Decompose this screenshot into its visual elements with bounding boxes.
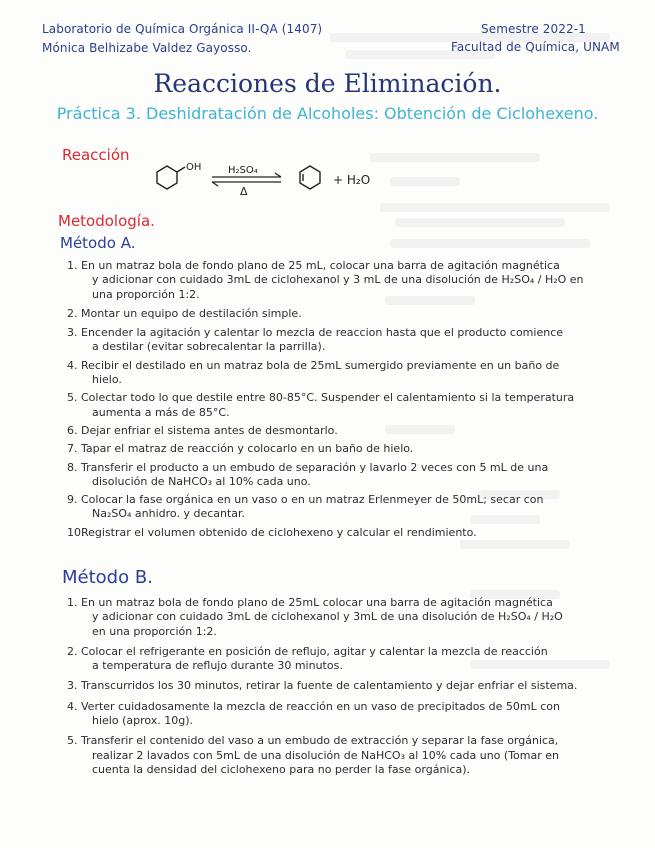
procedure-step — [67, 326, 637, 355]
procedure-step — [67, 526, 637, 540]
step-text-line: En un matraz bola de fondo plano de 25 mL, colocar una barra de agitación magnética — [81, 259, 560, 272]
step-text — [81, 461, 637, 490]
page-title: Reacciones de Eliminación. — [153, 69, 502, 98]
step-text-line: y adicionar con cuidado 3mL de ciclohexanol y 3mL de una disolución de H₂SO₄ / H₂O — [92, 610, 563, 624]
procedure-step — [67, 359, 637, 388]
step-text — [81, 359, 637, 388]
step-text-line: en una proporción 1:2. — [92, 624, 217, 638]
procedure-step — [67, 493, 637, 522]
step-number: 2. — [67, 644, 78, 658]
step-number: 8. — [67, 460, 78, 474]
step-number: 2. — [67, 306, 78, 320]
procedure-step — [67, 679, 637, 693]
step-text — [81, 700, 637, 729]
step-number: 7. — [67, 442, 78, 456]
reaction-heading: Reacción — [62, 146, 130, 164]
step-number: 4. — [67, 699, 78, 713]
procedure-step — [67, 424, 637, 438]
step-number: 1. — [67, 259, 78, 272]
oh-label: OH — [186, 162, 202, 173]
catalyst-label: H₂SO₄ — [228, 165, 258, 176]
step-text-line: hielo. — [92, 373, 122, 387]
course-name: Laboratorio de Química Orgánica II-QA (1407) — [42, 22, 323, 36]
step-number: 5. — [67, 734, 78, 748]
procedure-step — [67, 461, 637, 490]
step-text — [81, 526, 637, 540]
step-text-line: Colocar el refrigerante en posición de reflujo, agitar y calentar la mezcla de reacción — [81, 644, 548, 658]
step-number: 1. — [67, 596, 78, 609]
step-text — [81, 679, 637, 693]
step-text-line: Transferir el contenido del vaso a un embudo de extracción y separar la fase orgánica, — [81, 734, 559, 748]
water-byproduct: + H₂O — [333, 173, 371, 187]
step-number: 3. — [67, 326, 78, 340]
procedure-step — [67, 645, 637, 674]
step-text-line: hielo (aprox. 10g). — [92, 714, 194, 728]
step-number: 3. — [67, 679, 78, 693]
method-a-heading: Método A. — [60, 234, 136, 252]
procedure-step — [67, 596, 637, 639]
step-text-line: Colectar todo lo que destile entre 80-85°C. Suspender el calentamiento si la temperatura — [81, 391, 575, 405]
step-text-line: Transcurridos los 30 minutos, retirar la fuente de calentamiento y dejar enfriar el sistema. — [81, 679, 578, 693]
step-text-line: a destilar (evitar sobrecalentar la parrilla). — [92, 340, 326, 354]
step-text-line: En un matraz bola de fondo plano de 25mL colocar una barra de agitación magnética — [81, 596, 553, 609]
step-text — [81, 326, 637, 355]
step-number: 9. — [67, 493, 78, 507]
semester: Semestre 2022-1 — [481, 22, 586, 36]
step-text — [81, 596, 637, 639]
step-text-line: Verter cuidadosamente la mezcla de reacción en un vaso de precipitados de 50mL con — [81, 699, 560, 713]
student-name: Mónica Belhizabe Valdez Gayosso. — [42, 41, 252, 55]
step-text-line: realizar 2 lavados con 5mL de una disolución de NaHCO₃ al 10% cada uno (Tomar en — [92, 748, 559, 762]
step-text-line: Encender la agitación y calentar lo mezcla de reaccion hasta que el producto comience — [81, 326, 564, 340]
method-b-steps — [67, 596, 637, 777]
step-text — [81, 424, 637, 438]
step-text-line: aumenta a más de 85°C. — [92, 405, 230, 419]
step-text-line: cuenta la densidad del ciclohexeno para no perder la fase orgánica). — [92, 762, 471, 776]
step-text-line: Registrar el volumen obtenido de ciclohexeno y calcular el rendimiento. — [81, 525, 477, 539]
step-text — [81, 307, 637, 321]
step-text-line: Dejar enfriar el sistema antes de desmontarlo. — [81, 423, 338, 437]
step-number: 4. — [67, 358, 78, 372]
procedure-step — [67, 307, 637, 321]
step-text — [81, 259, 637, 302]
step-number: 10. — [67, 525, 85, 539]
faculty: Facultad de Química, UNAM — [451, 40, 620, 54]
step-number: 5. — [67, 391, 78, 405]
methodology-heading: Metodología. — [58, 212, 155, 230]
step-text — [81, 442, 637, 456]
step-text-line: Tapar el matraz de reacción y colocarlo en un baño de hielo. — [81, 442, 414, 456]
procedure-step — [67, 700, 637, 729]
step-text-line: y adicionar con cuidado 3mL de ciclohexanol y 3 mL de una disolución de H₂SO₄ / H₂O en — [92, 273, 584, 287]
step-text-line: Na₂SO₄ anhidro. y decantar. — [92, 507, 246, 521]
cyclohexanol-structure — [157, 166, 185, 189]
heat-symbol: Δ — [240, 185, 248, 198]
procedure-step — [67, 259, 637, 302]
step-text-line: Transferir el producto a un embudo de separación y lavarlo 2 veces con 5 mL de una — [81, 460, 549, 474]
cyclohexene-structure — [300, 166, 320, 189]
procedure-step — [67, 391, 637, 420]
method-a-steps — [67, 259, 637, 540]
step-text-line: Colocar la fase orgánica en un vaso o en un matraz Erlenmeyer de 50mL; secar con — [81, 493, 544, 507]
step-text-line: una proporción 1:2. — [92, 287, 200, 301]
practice-subtitle: Práctica 3. Deshidratación de Alcoholes: Obtención de Ciclohexeno. — [56, 104, 599, 123]
procedure-step — [67, 734, 637, 777]
step-text-line: Recibir el destilado en un matraz bola de 25mL sumergido previamente en un baño de — [81, 358, 560, 372]
step-text-line: Montar un equipo de destilación simple. — [81, 306, 302, 320]
procedure-step — [67, 442, 637, 456]
step-text — [81, 734, 637, 777]
step-text — [81, 391, 637, 420]
step-text — [81, 645, 637, 674]
step-text-line: a temperatura de reflujo durante 30 minutos. — [92, 659, 343, 673]
step-text-line: disolución de NaHCO₃ al 10% cada uno. — [92, 474, 311, 488]
method-b-heading: Método B. — [62, 567, 153, 588]
step-number: 6. — [67, 423, 78, 437]
step-text — [81, 493, 637, 522]
